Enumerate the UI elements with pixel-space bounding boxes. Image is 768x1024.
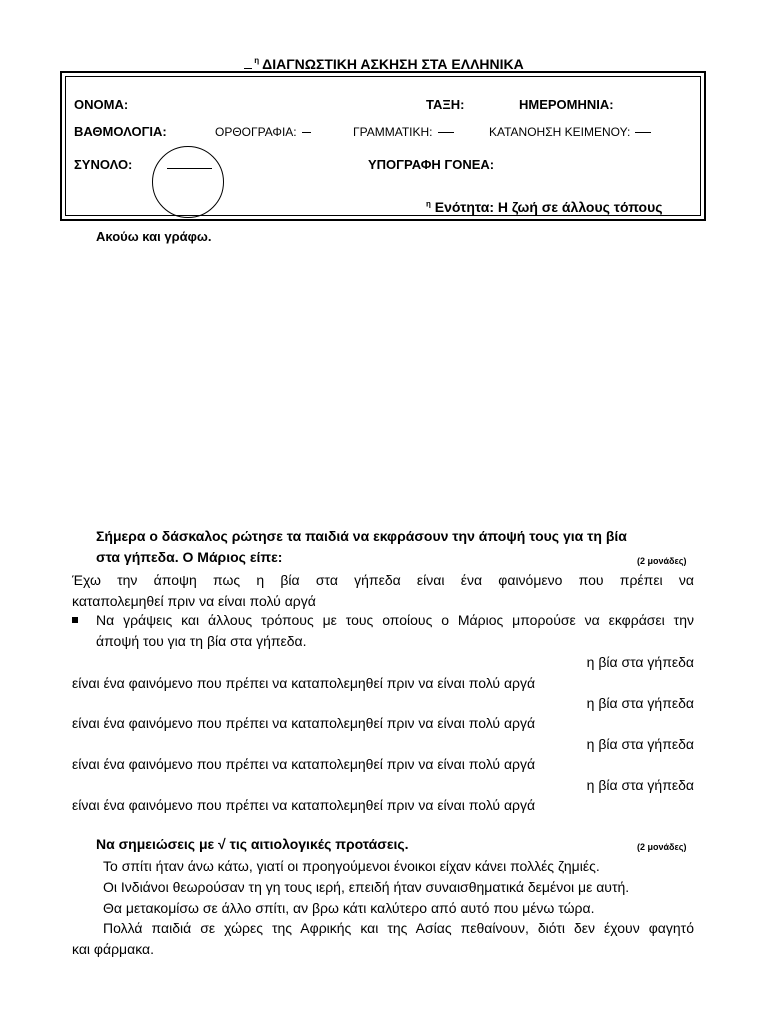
quote-line2: καταπολεμηθεί πριν να είναι πολύ αργά [72, 593, 316, 609]
grade-label: ΒΑΘΜΟΛΟΓΙΑ: [74, 124, 167, 139]
total-score-circle [152, 146, 224, 218]
unit-title [426, 199, 663, 215]
date-label: ΗΜΕΡΟΜΗΝΙΑ: [519, 97, 614, 112]
answer-4-end: η βία στα γήπεδα [586, 777, 694, 793]
answer-1-line: είναι ένα φαινόμενο που πρέπει να καταπολεμηθεί πριν να είναι πολύ αργά [72, 675, 536, 691]
exercise2-points: (2 μονάδες) [637, 842, 687, 852]
bullet-icon [72, 617, 78, 623]
grammar-blank [438, 132, 454, 133]
answer-2-line: είναι ένα φαινόμενο που πρέπει να καταπολεμηθεί πριν να είναι πολύ αργά [72, 715, 536, 731]
exercise1-heading-line2: στα γήπεδα. Ο Μάριος είπε: [96, 549, 283, 565]
answer-3-end: η βία στα γήπεδα [586, 736, 694, 752]
comprehension-blank [635, 132, 651, 133]
answer-2-end: η βία στα γήπεδα [586, 695, 694, 711]
instruction-line2: άποψή του για τη βία στα γήπεδα. [96, 633, 307, 649]
name-label: ΟΝΟΜΑ: [74, 97, 129, 112]
grammar-label: ΓΡΑΜΜΑΤΙΚΗ: [353, 125, 433, 139]
page-title [0, 56, 768, 72]
answer-3-line: είναι ένα φαινόμενο που πρέπει να καταπολεμηθεί πριν να είναι πολύ αργά [72, 756, 536, 772]
sentence-4: Πολλά παιδιά σε χώρες της Αφρικής και της Ασίας πεθαίνουν, διότι δεν έχουν φαγητό [103, 920, 694, 936]
answer-4-line: είναι ένα φαινόμενο που πρέπει να καταπολεμηθεί πριν να είναι πολύ αργά [72, 797, 536, 813]
spelling-blank [302, 132, 311, 133]
unit-superscript: η [426, 199, 431, 209]
title-text: ΔΙΑΓΝΩΣΤΙΚΗ ΑΣΚΗΣΗ ΣΤΑ ΕΛΛΗΝΙΚΑ [262, 56, 524, 72]
quote-line1: Έχω την άποψη πως η βία στα γήπεδα είναι ένα φαινόμενο που πρέπει να [72, 572, 694, 588]
spelling-field [215, 125, 311, 139]
sentence-2: Οι Ινδιάνοι θεωρούσαν τη γη τους ιερή, επειδή ήταν συναισθηματικά δεμένοι με αυτή. [103, 879, 630, 895]
grammar-field [353, 125, 454, 139]
sentence-4-continuation: και φάρμακα. [72, 941, 155, 957]
unit-title-text: Ενότητα: Η ζωή σε άλλους τόπους [434, 199, 663, 215]
title-superscript: η [254, 56, 260, 66]
total-score-divider [167, 168, 212, 169]
exercise1-heading-line1: Σήμερα ο δάσκαλος ρώτησε τα παιδιά να εκφράσουν την άποψή τους για τη βία [96, 528, 627, 544]
comprehension-field [489, 125, 651, 139]
exercise1-points: (2 μονάδες) [637, 556, 687, 566]
spelling-label: ΟΡΘΟΓΡΑΦΙΑ: [215, 125, 297, 139]
exercise2-heading: Να σημειώσεις με √ τις αιτιολογικές προτάσεις. [96, 836, 409, 852]
comprehension-label: ΚΑΤΑΝΟΗΣΗ ΚΕΙΜΕΝΟΥ: [489, 125, 631, 139]
parent-signature-label: ΥΠΟΓΡΑΦΗ ΓΟΝΕΑ: [368, 157, 495, 172]
sentence-3: Θα μετακομίσω σε άλλο σπίτι, αν βρω κάτι καλύτερο από αυτό που μένω τώρα. [103, 900, 595, 916]
title-blank-line [244, 68, 252, 69]
class-label: ΤΑΞΗ: [426, 97, 465, 112]
instruction-line1: Να γράψεις και άλλους τρόπους με τους οποίους ο Μάριος μπορούσε να εκφράσει την [96, 612, 694, 628]
sentence-1: Το σπίτι ήταν άνω κάτω, γιατί οι προηγούμενοι ένοικοι είχαν κάνει πολλές ζημιές. [103, 858, 600, 874]
total-label: ΣΥΝΟΛΟ: [74, 157, 133, 172]
answer-1-end: η βία στα γήπεδα [586, 654, 694, 670]
dictation-heading: Ακούω και γράφω. [96, 229, 212, 244]
